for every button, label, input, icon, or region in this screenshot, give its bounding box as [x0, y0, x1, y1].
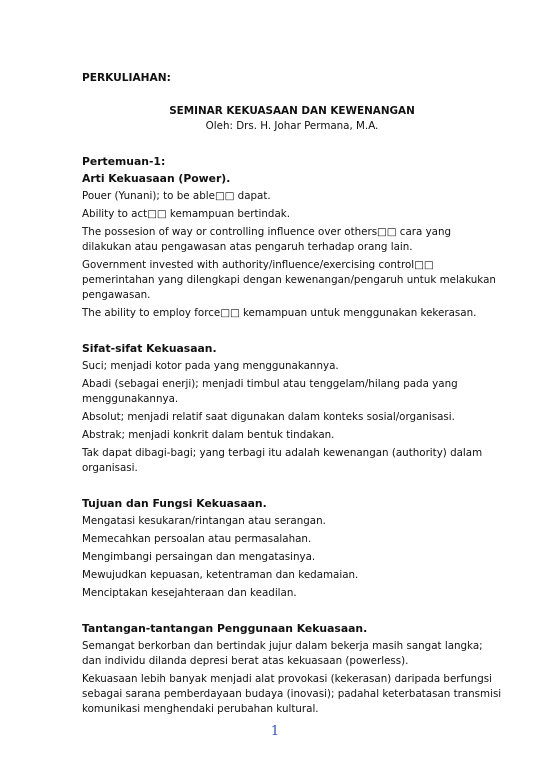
section-title-arti: Arti Kekuasaan (Power).: [82, 172, 231, 185]
list-item: Suci; menjadi kotor pada yang menggunakannya.: [82, 360, 339, 372]
section-title-tantangan: Tantangan-tantangan Penggunaan Kekuasaan.: [82, 622, 368, 635]
list-item: Absolut; menjadi relatif saat digunakan dalam konteks sosial/organisasi.: [82, 411, 455, 423]
author-line: Oleh: Drs. H. Johar Permana, M.A.: [205, 120, 379, 132]
document-page: [82, 72, 502, 717]
course-label: PERKULIAHAN:: [82, 72, 171, 84]
list-item: Tak dapat dibagi-bagi; yang terbagi itu adalah kewenangan (authority) dalam organisasi.: [82, 447, 483, 474]
list-item: Government invested with authority/influence/exercising control□□ pemerintahan yang dilengkapi dengan kewenangan/pengaruh untuk melakukan pengawasan.: [82, 259, 496, 301]
list-item: Menciptakan kesejahteraan dan keadilan.: [82, 587, 297, 599]
document-title: SEMINAR KEKUASAAN DAN KEWENANGAN: [169, 105, 415, 117]
list-item: Semangat berkorban dan bertindak jujur dalam bekerja masih sangat langka; dan individu dilanda depresi berat atas kekuasaan (powerless).: [82, 640, 483, 667]
list-item: Kekuasaan lebih banyak menjadi alat provokasi (kekerasan) daripada berfungsi sebagai sarana pemberdayaan budaya (inovasi); padahal keterbatasan transmisi komunikasi menghendaki perubahan kultural.: [82, 673, 502, 715]
list-item: Pouer (Yunani); to be able□□ dapat.: [82, 190, 271, 202]
list-item: The ability to employ force□□ kemampuan untuk menggunakan kekerasan.: [82, 307, 477, 319]
list-item: Mengimbangi persaingan dan mengatasinya.: [82, 551, 316, 563]
list-item: Mewujudkan kepuasan, ketentraman dan kedamaian.: [82, 569, 359, 581]
list-item: Ability to act□□ kemampuan bertindak.: [82, 208, 290, 220]
list-item: Memecahkan persoalan atau permasalahan.: [82, 533, 312, 545]
list-item: Abstrak; menjadi konkrit dalam bentuk tindakan.: [82, 429, 335, 441]
page-number: 1: [270, 724, 280, 739]
section-title-tujuan: Tujuan dan Fungsi Kekuasaan.: [82, 497, 267, 510]
list-item: Abadi (sebagai enerji); menjadi timbul atau tenggelam/hilang pada yang menggunakannya.: [82, 378, 458, 405]
list-item: Mengatasi kesukaran/rintangan atau serangan.: [82, 515, 326, 527]
list-item: The possesion of way or controlling influence over others□□ cara yang dilakukan atau pengawasan atas pengaruh terhadap orang lain.: [82, 226, 452, 253]
meeting-label: Pertemuan-1:: [82, 155, 166, 168]
section-title-sifat: Sifat-sifat Kekuasaan.: [82, 342, 217, 355]
